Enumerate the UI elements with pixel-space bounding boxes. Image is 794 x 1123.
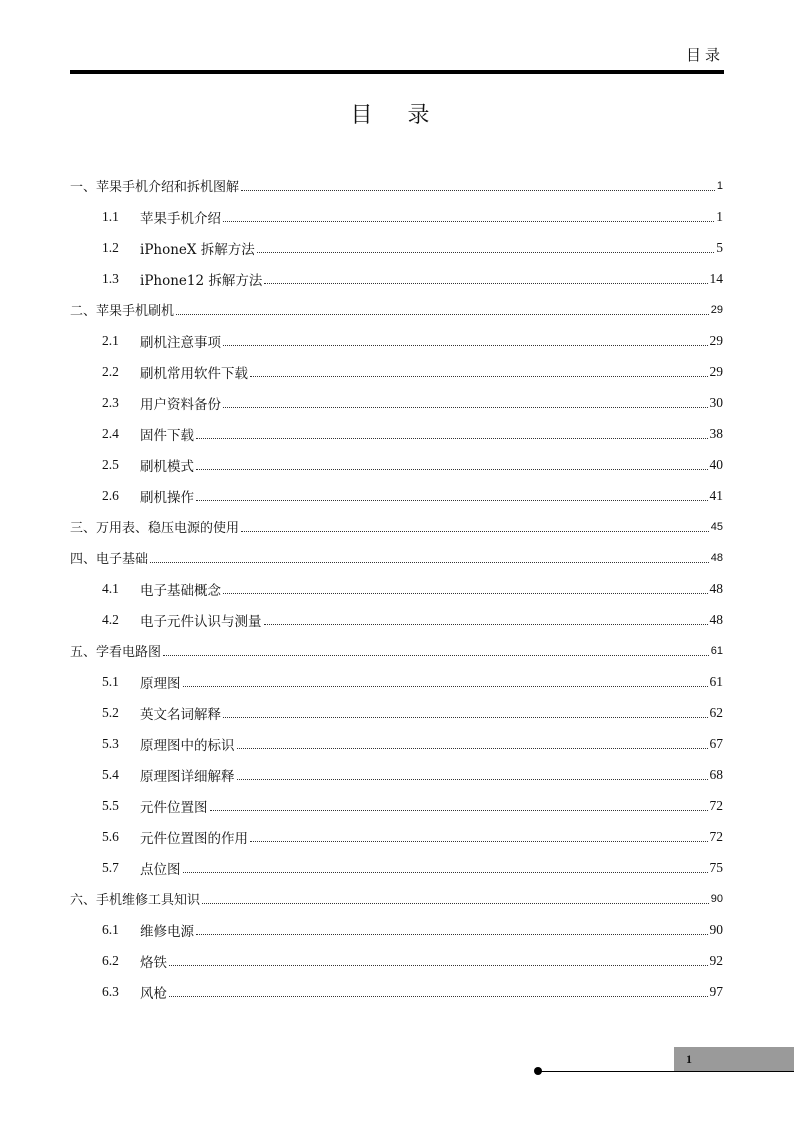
toc-entry-number: 6.3	[102, 983, 119, 999]
toc-dot-leader	[169, 996, 708, 997]
toc-entry[interactable]	[70, 356, 723, 387]
toc-dot-leader	[237, 748, 708, 749]
toc-entry-label: 六、手机维修工具知识	[70, 893, 201, 908]
toc-entry-label: 风枪	[140, 985, 167, 1002]
toc-entry-page: 48	[709, 611, 723, 627]
toc-dot-leader	[241, 531, 709, 532]
toc-entry[interactable]	[70, 883, 723, 914]
toc-entry-label: 点位图	[140, 861, 181, 878]
toc-entry-page: 92	[709, 952, 723, 968]
toc-entry-page: 30	[709, 394, 723, 410]
toc-entry[interactable]	[70, 821, 723, 852]
toc-dot-leader	[250, 841, 708, 842]
toc-entry-number: 6.1	[102, 921, 119, 937]
toc-entry-number: 5.7	[102, 859, 119, 875]
toc-dot-leader	[196, 500, 708, 501]
toc-dot-leader	[250, 376, 708, 377]
toc-entry-number: 1.3	[102, 270, 119, 286]
toc-entry[interactable]	[70, 542, 723, 573]
toc-entry-label: 苹果手机介绍	[140, 210, 221, 227]
toc-entry-page: 68	[709, 766, 723, 782]
toc-entry-label: 刷机模式	[140, 458, 194, 475]
toc-entry-page: 62	[709, 704, 723, 720]
toc-dot-leader	[241, 190, 715, 191]
toc-entry[interactable]	[70, 759, 723, 790]
toc-entry[interactable]	[70, 635, 723, 666]
toc-entry-page: 72	[709, 797, 723, 813]
toc-entry-page: 1	[716, 208, 723, 224]
toc-entry-page: 97	[709, 983, 723, 999]
toc-entry-number: 2.2	[102, 363, 119, 379]
toc-entry-page: 14	[709, 270, 723, 286]
toc-entry[interactable]	[70, 263, 723, 294]
toc-entry-number: 2.1	[102, 332, 119, 348]
table-of-contents	[70, 170, 723, 1007]
toc-entry-page: 90	[710, 892, 723, 905]
toc-entry-label: iPhone12 拆解方法	[140, 272, 263, 289]
toc-dot-leader	[196, 469, 708, 470]
toc-entry-label: 刷机操作	[140, 489, 194, 506]
toc-entry-page: 48	[710, 551, 723, 564]
footer-dot-ornament	[534, 1067, 542, 1075]
toc-entry-page: 38	[709, 425, 723, 441]
toc-entry-label: 电子元件认识与测量	[140, 613, 262, 630]
toc-entry-page: 29	[709, 332, 723, 348]
toc-entry[interactable]	[70, 976, 723, 1007]
header-rule	[70, 70, 724, 74]
toc-dot-leader	[223, 407, 708, 408]
toc-dot-leader	[183, 872, 708, 873]
toc-dot-leader	[163, 655, 709, 656]
toc-entry[interactable]	[70, 852, 723, 883]
toc-dot-leader	[264, 624, 708, 625]
toc-entry-number: 5.2	[102, 704, 119, 720]
toc-dot-leader	[223, 717, 708, 718]
toc-entry[interactable]	[70, 232, 723, 263]
toc-entry-page: 48	[709, 580, 723, 596]
toc-entry[interactable]	[70, 511, 723, 542]
toc-entry-label: 维修电源	[140, 923, 194, 940]
toc-entry-label: 电子基础概念	[140, 582, 221, 599]
toc-entry-number: 2.4	[102, 425, 119, 441]
toc-entry[interactable]	[70, 945, 723, 976]
toc-entry-label: 英文名词解释	[140, 706, 221, 723]
toc-entry-number: 1.2	[102, 239, 119, 255]
toc-dot-leader	[223, 593, 708, 594]
toc-entry-label: 元件位置图	[140, 799, 208, 816]
toc-entry-label: 五、学看电路图	[70, 645, 162, 660]
toc-entry-number: 4.2	[102, 611, 119, 627]
toc-entry-label: 元件位置图的作用	[140, 830, 248, 847]
toc-entry[interactable]	[70, 325, 723, 356]
toc-entry-page: 72	[709, 828, 723, 844]
toc-dot-leader	[264, 283, 707, 284]
toc-entry-number: 2.5	[102, 456, 119, 472]
toc-entry-page: 75	[709, 859, 723, 875]
toc-entry[interactable]	[70, 387, 723, 418]
toc-dot-leader	[196, 934, 708, 935]
toc-dot-leader	[183, 686, 708, 687]
toc-entry-page: 67	[709, 735, 723, 751]
toc-entry[interactable]	[70, 573, 723, 604]
toc-entry-page: 90	[709, 921, 723, 937]
toc-entry-label: 二、苹果手机刷机	[70, 304, 175, 319]
toc-entry-label: 刷机注意事项	[140, 334, 221, 351]
toc-dot-leader	[176, 314, 709, 315]
toc-entry-label: 原理图详细解释	[140, 768, 235, 785]
toc-dot-leader	[223, 345, 708, 346]
toc-dot-leader	[223, 221, 714, 222]
toc-entry[interactable]	[70, 449, 723, 480]
toc-entry-label: iPhoneX 拆解方法	[140, 241, 255, 258]
toc-entry-page: 40	[709, 456, 723, 472]
toc-entry[interactable]	[70, 294, 723, 325]
toc-entry-page: 45	[710, 520, 723, 533]
toc-entry-page: 29	[709, 363, 723, 379]
toc-dot-leader	[202, 903, 709, 904]
toc-dot-leader	[150, 562, 709, 563]
toc-dot-leader	[210, 810, 708, 811]
toc-entry-number: 5.5	[102, 797, 119, 813]
toc-entry-number: 5.6	[102, 828, 119, 844]
toc-entry[interactable]	[70, 170, 723, 201]
toc-entry-page: 61	[709, 673, 723, 689]
toc-entry-label: 三、万用表、稳压电源的使用	[70, 521, 240, 536]
toc-entry-label: 原理图中的标识	[140, 737, 235, 754]
page-title: 目 录	[350, 103, 444, 128]
page-number: 1	[674, 1047, 794, 1071]
toc-entry[interactable]	[70, 604, 723, 635]
toc-entry-number: 5.4	[102, 766, 119, 782]
toc-entry-page: 1	[716, 179, 723, 192]
toc-dot-leader	[237, 779, 708, 780]
toc-entry-label: 固件下载	[140, 427, 194, 444]
toc-entry[interactable]	[70, 480, 723, 511]
toc-entry[interactable]	[70, 418, 723, 449]
toc-dot-leader	[169, 965, 708, 966]
toc-entry-label: 一、苹果手机介绍和拆机图解	[70, 180, 240, 195]
toc-dot-leader	[257, 252, 714, 253]
toc-entry-label: 刷机常用软件下载	[140, 365, 248, 382]
toc-entry[interactable]	[70, 666, 723, 697]
toc-entry-label: 四、电子基础	[70, 552, 149, 567]
toc-dot-leader	[196, 438, 708, 439]
running-header: 目录	[685, 46, 724, 64]
toc-entry[interactable]	[70, 728, 723, 759]
toc-entry-page: 61	[710, 644, 723, 657]
toc-entry-page: 5	[716, 239, 723, 255]
toc-entry-number: 5.3	[102, 735, 119, 751]
toc-entry-page: 29	[710, 303, 723, 316]
toc-entry[interactable]	[70, 914, 723, 945]
toc-entry-label: 烙铁	[140, 954, 167, 971]
footer-rule	[538, 1071, 794, 1072]
toc-entry-label: 原理图	[140, 675, 181, 692]
toc-entry-number: 2.6	[102, 487, 119, 503]
toc-entry-number: 5.1	[102, 673, 119, 689]
toc-entry-number: 2.3	[102, 394, 119, 410]
toc-entry-number: 1.1	[102, 208, 119, 224]
toc-entry-number: 6.2	[102, 952, 119, 968]
toc-entry[interactable]	[70, 697, 723, 728]
toc-entry[interactable]	[70, 201, 723, 232]
toc-entry-label: 用户资料备份	[140, 396, 221, 413]
toc-entry-number: 4.1	[102, 580, 119, 596]
toc-entry-page: 41	[709, 487, 723, 503]
toc-entry[interactable]	[70, 790, 723, 821]
